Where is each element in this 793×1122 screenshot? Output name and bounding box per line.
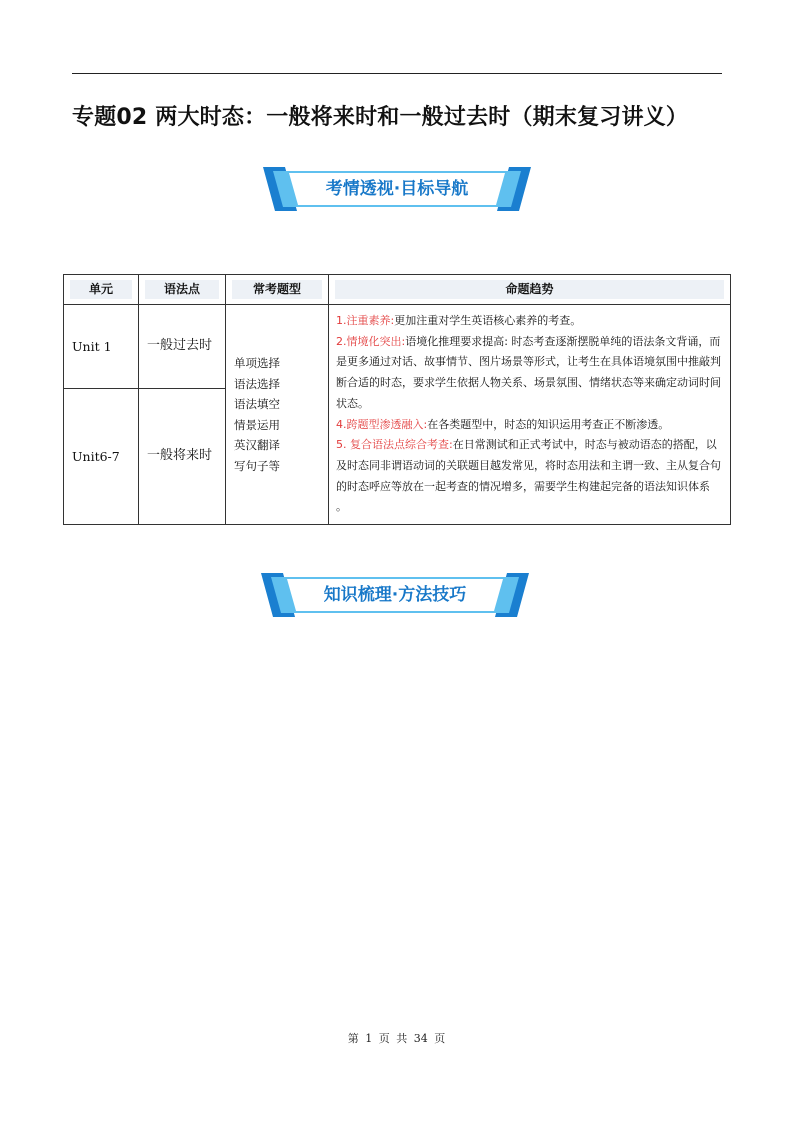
trends-cell	[329, 305, 731, 525]
unit-cell: Unit 1	[64, 305, 139, 389]
trend-item	[336, 415, 722, 436]
header-question-types: 常考题型	[226, 275, 329, 305]
section-banner-exam-overview	[263, 167, 531, 211]
exam-analysis-table	[63, 274, 731, 525]
question-type: 语法选择	[234, 376, 280, 391]
question-type: 英汉翻译	[234, 438, 280, 453]
trend-text: 在各类题型中，时态的知识运用考查正不断渗透。	[427, 417, 670, 431]
trend-item	[336, 311, 722, 332]
page-title: 专题02 两大时态：一般将来时和一般过去时（期末复习讲义）	[72, 105, 689, 130]
unit-cell: Unit6-7	[64, 388, 139, 524]
page-footer: 第 1 页 共 34 页	[347, 1032, 446, 1045]
trend-item	[336, 435, 722, 518]
header-trends: 命题趋势	[329, 275, 731, 305]
trend-text: 在日常测试和正式考试中，时态与被动语态的搭配，以及时态同非谓语动词的关联题目越发常见，将时态用法和主谓一致、主从复合句的时态呼应等放在一起考查的情况增多，需要学生构建起完备的语法知识体系 。	[336, 438, 721, 514]
question-type: 语法填空	[234, 397, 280, 412]
header-grammar: 语法点	[139, 275, 226, 305]
trend-key: 1.注重素养:	[336, 314, 395, 327]
trend-text: 语境化推理要求提高: 时态考查逐渐摆脱单纯的语法条文背诵，而是更多通过对话、故事情节、图片场景等形式，让考生在具体语境氛围中推敲判断合适的时态，要求学生依据人物关系、场景氛围、情绪状态等来确定动词时间状态。	[336, 334, 721, 410]
trend-key: 5. 复合语法点综合考查:	[336, 438, 453, 452]
question-type: 单项选择	[234, 356, 280, 371]
table-header-row	[64, 275, 731, 305]
grammar-cell: 一般将来时	[139, 388, 226, 524]
table-row	[64, 305, 731, 389]
trend-key: 2.情境化突出:	[336, 334, 406, 348]
question-type: 情景运用	[234, 417, 280, 432]
trend-key: 4.跨题型渗透融入:	[336, 417, 428, 431]
section-banner-knowledge-methods	[261, 573, 529, 617]
banner-title: 考情透视·目标导航	[325, 179, 469, 199]
top-rule	[72, 73, 722, 74]
question-type: 写句子等	[234, 458, 280, 473]
banner-title: 知识梳理·方法技巧	[323, 585, 467, 605]
trend-item	[336, 332, 722, 415]
trend-text: 更加注重对学生英语核心素养的考查。	[394, 314, 582, 327]
question-types-cell	[226, 305, 329, 525]
grammar-cell: 一般过去时	[139, 305, 226, 389]
header-unit: 单元	[64, 275, 139, 305]
